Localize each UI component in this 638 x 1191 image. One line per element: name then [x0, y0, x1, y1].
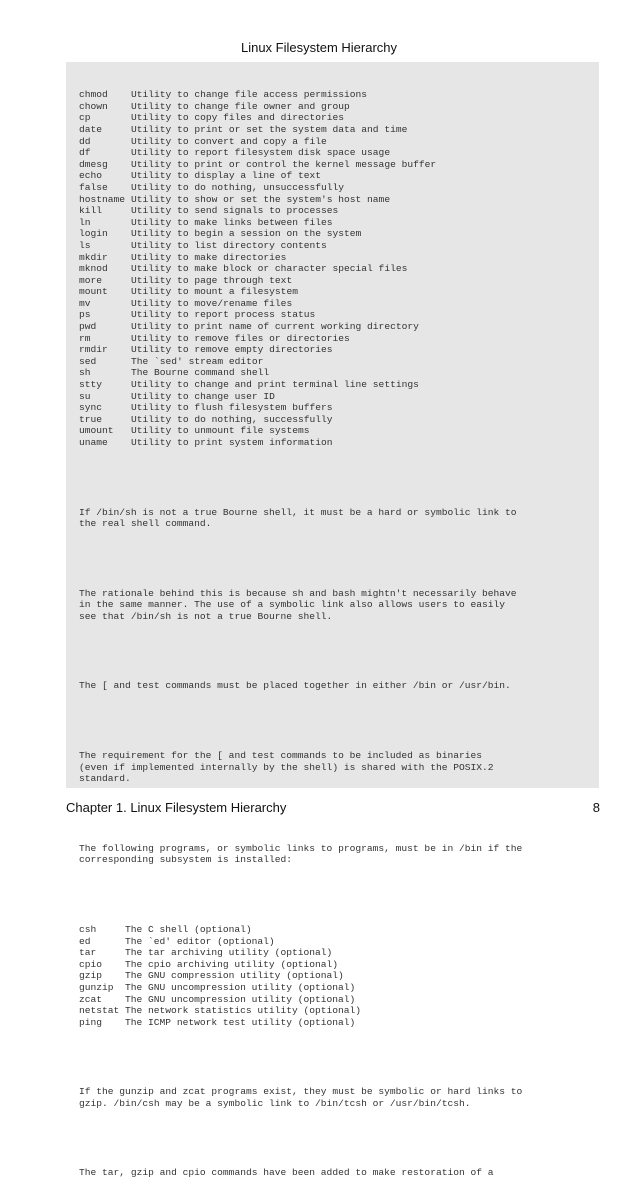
- table-row: [79, 124, 599, 136]
- paragraph-posix-requirement: [79, 750, 599, 785]
- table-row: [79, 112, 599, 124]
- command-description: Utility to make links between files: [131, 216, 333, 228]
- paragraph-line: If /bin/sh is not a true Bourne shell, it must be a hard or symbolic link to: [79, 506, 517, 518]
- command-description: Utility to do nothing, successfully: [131, 413, 333, 425]
- table-row: [79, 1017, 599, 1029]
- command-description: Utility to copy files and directories: [131, 112, 345, 124]
- paragraph-line: The [ and test commands must be placed together in either /bin or /usr/bin.: [79, 680, 511, 692]
- command-description: Utility to flush filesystem buffers: [131, 402, 333, 414]
- command-name: ls: [79, 239, 91, 251]
- paragraph-line: the real shell command.: [79, 518, 212, 530]
- paragraph-line: in the same manner. The use of a symbolic link also allows users to easily: [79, 599, 506, 611]
- table-row: [79, 321, 599, 333]
- command-name: mknod: [79, 263, 108, 275]
- paragraph-gunzip-links: [79, 1086, 599, 1109]
- table-row: [79, 89, 599, 101]
- table-row: [79, 356, 599, 368]
- command-name: login: [79, 228, 108, 240]
- command-description: Utility to unmount file systems: [131, 425, 310, 437]
- table-row: [79, 217, 599, 229]
- command-description: Utility to make directories: [131, 251, 287, 263]
- table-row: [79, 309, 599, 321]
- command-description: The GNU compression utility (optional): [125, 970, 344, 982]
- table-row: [79, 391, 599, 403]
- table-row: [79, 982, 599, 994]
- command-description: Utility to remove files or directories: [131, 332, 350, 344]
- command-description: Utility to report filesystem disk space usage: [131, 147, 391, 159]
- command-table: [79, 89, 599, 448]
- spacer: [79, 1051, 599, 1063]
- table-row: [79, 367, 599, 379]
- table-row: [79, 936, 599, 948]
- paragraph-line: standard.: [79, 773, 131, 785]
- command-description: Utility to convert and copy a file: [131, 135, 327, 147]
- command-description: The cpio archiving utility (optional): [125, 958, 339, 970]
- footer-page-number: 8: [592, 800, 600, 815]
- command-name: umount: [79, 425, 114, 437]
- command-description: The `ed' editor (optional): [125, 935, 275, 947]
- command-name: ping: [79, 1016, 103, 1028]
- command-description: Utility to remove empty directories: [131, 344, 333, 356]
- table-row: [79, 252, 599, 264]
- command-description: The GNU uncompression utility (optional): [125, 981, 356, 993]
- table-row: [79, 170, 599, 182]
- table-row: [79, 970, 599, 982]
- command-name: ps: [79, 309, 91, 321]
- command-name: su: [79, 390, 91, 402]
- command-description: The `sed' stream editor: [131, 355, 264, 367]
- footer-chapter: Chapter 1. Linux Filesystem Hierarchy: [66, 800, 287, 815]
- table-row: [79, 425, 599, 437]
- command-description: The Bourne command shell: [131, 367, 270, 379]
- paragraph-line: The rationale behind this is because sh and bash mightn't necessarily behave: [79, 587, 517, 599]
- command-description: Utility to print name of current working directory: [131, 321, 419, 333]
- command-name: true: [79, 413, 103, 425]
- command-description: Utility to report process status: [131, 309, 316, 321]
- command-description: Utility to print system information: [131, 437, 333, 448]
- command-description: Utility to change user ID: [131, 390, 275, 402]
- command-name: mount: [79, 286, 108, 298]
- paragraph-line: If the gunzip and zcat programs exist, they must be symbolic or hard links to: [79, 1086, 523, 1098]
- command-name: stty: [79, 379, 103, 391]
- table-row: [79, 147, 599, 159]
- command-name: csh: [79, 923, 97, 935]
- command-description: Utility to make block or character special files: [131, 263, 408, 275]
- command-description: The network statistics utility (optional): [125, 1005, 362, 1017]
- command-name: dmesg: [79, 158, 108, 170]
- command-name: more: [79, 274, 103, 286]
- command-description: Utility to change file owner and group: [131, 100, 350, 112]
- paragraph-line: see that /bin/sh is not a true Bourne shell.: [79, 610, 333, 622]
- table-row: [79, 994, 599, 1006]
- table-row: [79, 194, 599, 206]
- command-name: dd: [79, 135, 91, 147]
- command-name: ln: [79, 216, 91, 228]
- table-row: [79, 437, 599, 449]
- spacer: [79, 715, 599, 727]
- command-name: sh: [79, 367, 91, 379]
- command-name: sed: [79, 355, 97, 367]
- table-row: [79, 182, 599, 194]
- command-name: zcat: [79, 993, 103, 1005]
- paragraph-test-commands: [79, 680, 599, 692]
- command-name: df: [79, 147, 91, 159]
- paragraph-optional-programs: [79, 843, 599, 866]
- command-name: rm: [79, 332, 91, 344]
- spacer: [79, 646, 599, 658]
- spacer: [79, 553, 599, 565]
- paragraph-line: The tar, gzip and cpio commands have been added to make restoration of a: [79, 1167, 494, 1179]
- paragraph-bourne-shell: [79, 507, 599, 530]
- command-description: Utility to display a line of text: [131, 170, 321, 182]
- paragraph-line: corresponding subsystem is installed:: [79, 854, 293, 866]
- table-row: [79, 275, 599, 287]
- table-row: [79, 402, 599, 414]
- command-description: The ICMP network test utility (optional): [125, 1016, 356, 1028]
- table-row: [79, 159, 599, 171]
- command-name: ed: [79, 935, 91, 947]
- command-name: sync: [79, 402, 103, 414]
- spacer: [79, 889, 599, 901]
- command-name: rmdir: [79, 344, 108, 356]
- paragraph-line: The following programs, or symbolic links to programs, must be in /bin if the: [79, 842, 523, 854]
- command-name: mv: [79, 297, 91, 309]
- table-row: [79, 228, 599, 240]
- command-name: hostname: [79, 193, 126, 205]
- command-description: Utility to move/rename files: [131, 297, 293, 309]
- command-name: gunzip: [79, 981, 114, 993]
- command-name: pwd: [79, 321, 97, 333]
- table-row: [79, 101, 599, 113]
- paragraph-line: (even if implemented internally by the shell) is shared with the POSIX.2: [79, 761, 494, 773]
- command-description: The GNU uncompression utility (optional): [125, 993, 356, 1005]
- command-name: chown: [79, 100, 108, 112]
- command-description: Utility to list directory contents: [131, 239, 327, 251]
- table-row: [79, 947, 599, 959]
- table-row: [79, 263, 599, 275]
- spacer: [79, 1133, 599, 1145]
- paragraph-line: gzip. /bin/csh may be a symbolic link to /bin/tcsh or /usr/bin/tcsh.: [79, 1097, 471, 1109]
- table-row: [79, 379, 599, 391]
- optional-command-table: [79, 924, 599, 1028]
- page-header-title: Linux Filesystem Hierarchy: [240, 40, 398, 55]
- command-description: Utility to send signals to processes: [131, 205, 339, 217]
- command-description: Utility to show or set the system's host name: [131, 193, 391, 205]
- table-row: [79, 205, 599, 217]
- command-description: Utility to change and print terminal line settings: [131, 379, 419, 391]
- command-name: tar: [79, 947, 97, 959]
- table-row: [79, 414, 599, 426]
- command-name: netstat: [79, 1005, 120, 1017]
- paragraph-line: The requirement for the [ and test commands to be included as binaries: [79, 750, 483, 762]
- command-name: echo: [79, 170, 103, 182]
- table-row: [79, 1005, 599, 1017]
- command-description: Utility to print or control the kernel message buffer: [131, 158, 437, 170]
- paragraph-tar-gzip-cpio: [79, 1167, 599, 1179]
- table-row: [79, 344, 599, 356]
- command-description: Utility to begin a session on the system: [131, 228, 362, 240]
- command-name: mkdir: [79, 251, 108, 263]
- paragraph-rationale: [79, 588, 599, 623]
- table-row: [79, 924, 599, 936]
- command-name: uname: [79, 437, 108, 448]
- command-name: kill: [79, 205, 103, 217]
- table-row: [79, 240, 599, 252]
- command-name: date: [79, 123, 103, 135]
- spacer: [79, 472, 599, 484]
- command-description: The tar archiving utility (optional): [125, 947, 333, 959]
- command-description: The C shell (optional): [125, 923, 252, 935]
- table-row: [79, 286, 599, 298]
- command-name: gzip: [79, 970, 103, 982]
- command-name: chmod: [79, 89, 108, 101]
- table-row: [79, 333, 599, 345]
- command-description: Utility to print or set the system data and time: [131, 123, 408, 135]
- table-row: [79, 136, 599, 148]
- command-name: false: [79, 181, 108, 193]
- table-row: [79, 298, 599, 310]
- table-row: [79, 959, 599, 971]
- command-description: Utility to do nothing, unsuccessfully: [131, 181, 345, 193]
- command-description: Utility to page through text: [131, 274, 293, 286]
- command-description: Utility to mount a filesystem: [131, 286, 298, 298]
- command-description: Utility to change file access permissions: [131, 89, 368, 101]
- command-name: cp: [79, 112, 91, 124]
- command-name: cpio: [79, 958, 103, 970]
